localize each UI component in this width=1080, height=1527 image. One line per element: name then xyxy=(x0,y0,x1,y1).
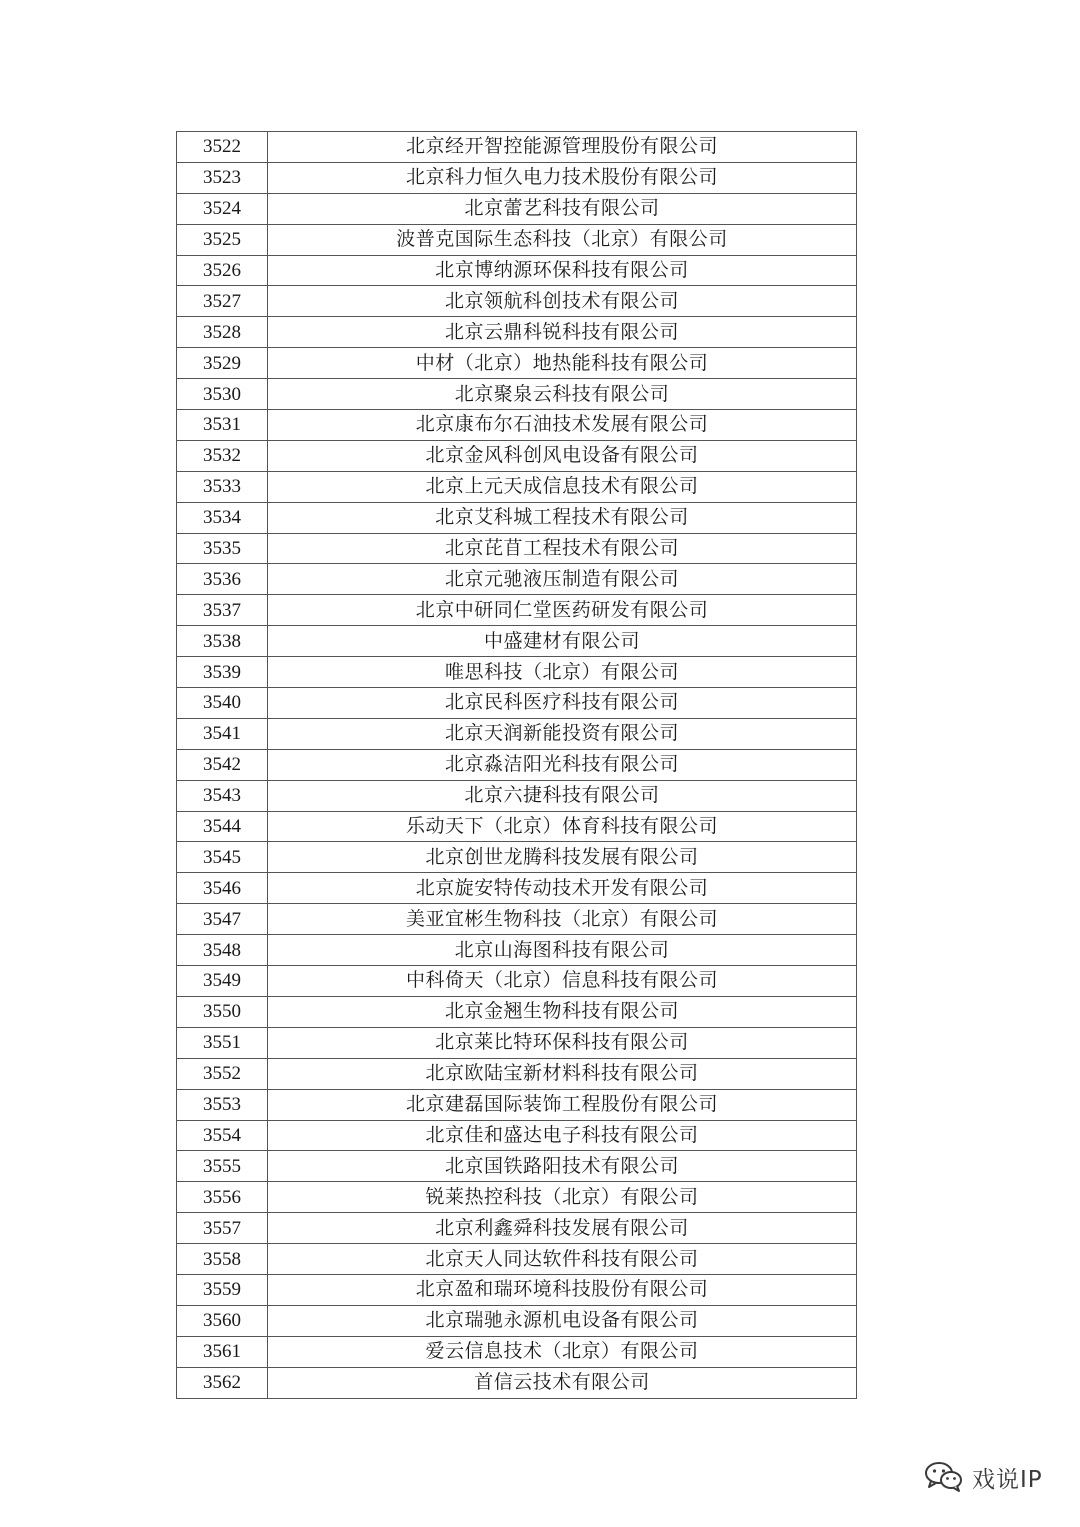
row-number: 3554 xyxy=(177,1120,268,1151)
company-name: 北京欧陆宝新材料科技有限公司 xyxy=(268,1058,857,1089)
company-name: 北京淼洁阳光科技有限公司 xyxy=(268,749,857,780)
table-row xyxy=(177,533,857,564)
row-number: 3557 xyxy=(177,1213,268,1244)
table-row xyxy=(177,780,857,811)
table-row xyxy=(177,749,857,780)
table-row xyxy=(177,1367,857,1398)
company-name: 北京天人同达软件科技有限公司 xyxy=(268,1244,857,1275)
table-row xyxy=(177,1274,857,1305)
table-row xyxy=(177,842,857,873)
table-row xyxy=(177,348,857,379)
table-row xyxy=(177,410,857,441)
company-name: 北京天润新能投资有限公司 xyxy=(268,718,857,749)
row-number: 3536 xyxy=(177,564,268,595)
table-row xyxy=(177,255,857,286)
company-name: 北京领航科创技术有限公司 xyxy=(268,286,857,317)
company-name: 北京芘苜工程技术有限公司 xyxy=(268,533,857,564)
table-row xyxy=(177,1151,857,1182)
company-name: 中盛建材有限公司 xyxy=(268,626,857,657)
table-row xyxy=(177,564,857,595)
company-name: 唯思科技（北京）有限公司 xyxy=(268,657,857,688)
company-name: 首信云技术有限公司 xyxy=(268,1367,857,1398)
company-name: 中科倚天（北京）信息科技有限公司 xyxy=(268,966,857,997)
table-row xyxy=(177,162,857,193)
table-row xyxy=(177,1213,857,1244)
company-name: 波普克国际生态科技（北京）有限公司 xyxy=(268,224,857,255)
table-row xyxy=(177,1336,857,1367)
row-number: 3552 xyxy=(177,1058,268,1089)
row-number: 3558 xyxy=(177,1244,268,1275)
row-number: 3531 xyxy=(177,410,268,441)
wechat-icon xyxy=(924,1461,964,1493)
company-name: 北京经开智控能源管理股份有限公司 xyxy=(268,132,857,163)
company-name: 北京科力恒久电力技术股份有限公司 xyxy=(268,162,857,193)
table-row xyxy=(177,1182,857,1213)
row-number: 3543 xyxy=(177,780,268,811)
row-number: 3528 xyxy=(177,317,268,348)
company-name: 中材（北京）地热能科技有限公司 xyxy=(268,348,857,379)
row-number: 3547 xyxy=(177,904,268,935)
row-number: 3540 xyxy=(177,688,268,719)
row-number: 3523 xyxy=(177,162,268,193)
row-number: 3560 xyxy=(177,1305,268,1336)
row-number: 3551 xyxy=(177,1027,268,1058)
table-row xyxy=(177,502,857,533)
company-name: 北京六捷科技有限公司 xyxy=(268,780,857,811)
table-row xyxy=(177,688,857,719)
row-number: 3548 xyxy=(177,935,268,966)
company-name: 北京创世龙腾科技发展有限公司 xyxy=(268,842,857,873)
row-number: 3530 xyxy=(177,379,268,410)
table-row xyxy=(177,595,857,626)
company-name: 北京艾科城工程技术有限公司 xyxy=(268,502,857,533)
row-number: 3541 xyxy=(177,718,268,749)
company-name: 北京民科医疗科技有限公司 xyxy=(268,688,857,719)
table-row xyxy=(177,904,857,935)
row-number: 3524 xyxy=(177,193,268,224)
table-row xyxy=(177,1305,857,1336)
row-number: 3555 xyxy=(177,1151,268,1182)
table-body xyxy=(177,132,857,1399)
table-row xyxy=(177,626,857,657)
table-row xyxy=(177,440,857,471)
row-number: 3561 xyxy=(177,1336,268,1367)
row-number: 3553 xyxy=(177,1089,268,1120)
company-name: 北京国铁路阳技术有限公司 xyxy=(268,1151,857,1182)
table-row xyxy=(177,657,857,688)
company-name: 北京利鑫舜科技发展有限公司 xyxy=(268,1213,857,1244)
company-name: 北京云鼎科锐科技有限公司 xyxy=(268,317,857,348)
table-row xyxy=(177,224,857,255)
table-row xyxy=(177,1120,857,1151)
row-number: 3522 xyxy=(177,132,268,163)
row-number: 3532 xyxy=(177,440,268,471)
row-number: 3537 xyxy=(177,595,268,626)
company-name: 北京旋安特传动技术开发有限公司 xyxy=(268,873,857,904)
row-number: 3534 xyxy=(177,502,268,533)
table-row xyxy=(177,1089,857,1120)
row-number: 3538 xyxy=(177,626,268,657)
company-name: 北京莱比特环保科技有限公司 xyxy=(268,1027,857,1058)
row-number: 3546 xyxy=(177,873,268,904)
table-row xyxy=(177,996,857,1027)
table-row xyxy=(177,193,857,224)
table-row xyxy=(177,1027,857,1058)
company-name: 北京金翘生物科技有限公司 xyxy=(268,996,857,1027)
company-name: 北京山海图科技有限公司 xyxy=(268,935,857,966)
row-number: 3559 xyxy=(177,1274,268,1305)
company-name: 北京佳和盛达电子科技有限公司 xyxy=(268,1120,857,1151)
table-row xyxy=(177,873,857,904)
row-number: 3544 xyxy=(177,811,268,842)
row-number: 3535 xyxy=(177,533,268,564)
row-number: 3545 xyxy=(177,842,268,873)
row-number: 3539 xyxy=(177,657,268,688)
company-name: 北京中研同仁堂医药研发有限公司 xyxy=(268,595,857,626)
company-name: 北京上元天成信息技术有限公司 xyxy=(268,471,857,502)
row-number: 3550 xyxy=(177,996,268,1027)
row-number: 3562 xyxy=(177,1367,268,1398)
watermark-text: 戏说IP xyxy=(972,1466,1043,1493)
table-row xyxy=(177,286,857,317)
company-list-table xyxy=(176,131,857,1399)
table-row xyxy=(177,132,857,163)
row-number: 3533 xyxy=(177,471,268,502)
company-name: 北京元驰液压制造有限公司 xyxy=(268,564,857,595)
table-row xyxy=(177,718,857,749)
table-row xyxy=(177,966,857,997)
company-name: 爱云信息技术（北京）有限公司 xyxy=(268,1336,857,1367)
company-name: 锐莱热控科技（北京）有限公司 xyxy=(268,1182,857,1213)
row-number: 3526 xyxy=(177,255,268,286)
company-name: 北京金风科创风电设备有限公司 xyxy=(268,440,857,471)
table-row xyxy=(177,379,857,410)
table-row xyxy=(177,471,857,502)
company-name: 北京瑞驰永源机电设备有限公司 xyxy=(268,1305,857,1336)
company-name: 北京盈和瑞环境科技股份有限公司 xyxy=(268,1274,857,1305)
row-number: 3556 xyxy=(177,1182,268,1213)
watermark xyxy=(924,1457,1043,1497)
row-number: 3525 xyxy=(177,224,268,255)
row-number: 3527 xyxy=(177,286,268,317)
row-number: 3542 xyxy=(177,749,268,780)
table-row xyxy=(177,811,857,842)
table-row xyxy=(177,1244,857,1275)
company-name: 北京蕾艺科技有限公司 xyxy=(268,193,857,224)
table-row xyxy=(177,935,857,966)
company-name: 北京康布尔石油技术发展有限公司 xyxy=(268,410,857,441)
company-name: 北京建磊国际装饰工程股份有限公司 xyxy=(268,1089,857,1120)
company-name: 北京博纳源环保科技有限公司 xyxy=(268,255,857,286)
table-row xyxy=(177,1058,857,1089)
company-name: 美亚宜彬生物科技（北京）有限公司 xyxy=(268,904,857,935)
company-name: 北京聚泉云科技有限公司 xyxy=(268,379,857,410)
table-row xyxy=(177,317,857,348)
company-name: 乐动天下（北京）体育科技有限公司 xyxy=(268,811,857,842)
row-number: 3549 xyxy=(177,966,268,997)
row-number: 3529 xyxy=(177,348,268,379)
